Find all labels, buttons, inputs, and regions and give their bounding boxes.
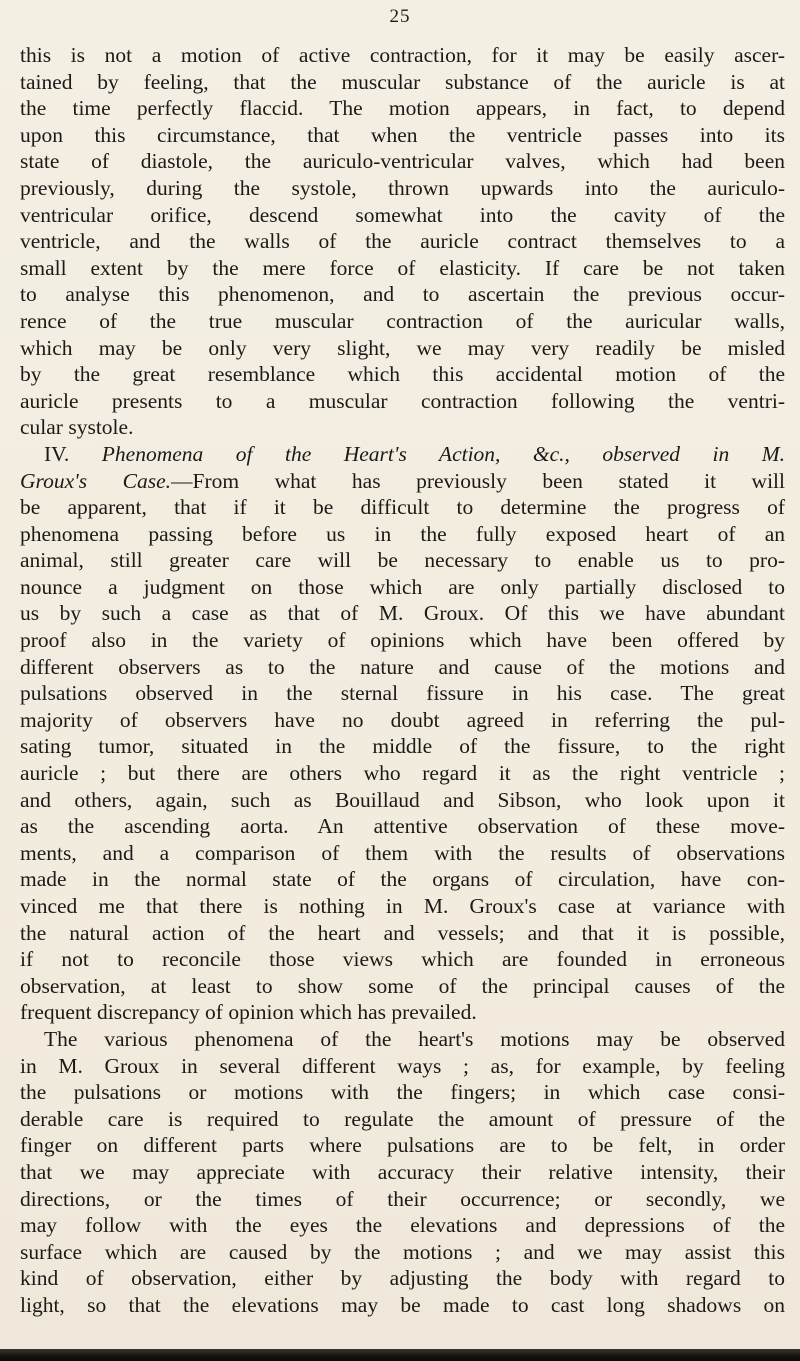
- text-line: directions, or the times of their occurrence; or secondly, we: [20, 1186, 785, 1211]
- text-line: that we may appreciate with accuracy their relative intensity, their: [20, 1159, 785, 1184]
- text-line: pulsations observed in the sternal fissure in his case. The great: [20, 681, 785, 706]
- text-line: in M. Groux in several different ways ; as, for example, by feeling: [20, 1053, 785, 1078]
- text-line: state of diastole, the auriculo-ventricular valves, which had been: [20, 149, 785, 174]
- text-line: upon this circumstance, that when the ventricle passes into its: [20, 122, 785, 147]
- text-line: if not to reconcile those views which are founded in erroneous: [20, 947, 785, 972]
- text-line: ments, and a comparison of them with the results of observations: [20, 840, 785, 865]
- section-heading-line: [20, 441, 785, 468]
- text-line: different observers as to the nature and cause of the motions and: [20, 654, 785, 679]
- section-first-line-rest: —From what has previously been stated it will: [171, 468, 785, 493]
- text-line: ventricular orifice, descend somewhat into the cavity of the: [20, 202, 785, 227]
- text-line: surface which are caused by the motions ; and we may assist this: [20, 1239, 785, 1264]
- text-line: cular systole.: [20, 415, 134, 440]
- text-line: previously, during the systole, thrown upwards into the auriculo-: [20, 175, 785, 200]
- body-text: [20, 42, 785, 1319]
- text-line: tained by feeling, that the muscular substance of the auricle is at: [20, 69, 785, 94]
- text-line: vinced me that there is nothing in M. Groux's case at variance with: [20, 894, 785, 918]
- section-title-part-1: Phenomena of the Heart's Action, &c., observed in M.: [101, 441, 785, 466]
- text-line: us by such a case as that of M. Groux. Of this we have abundant: [20, 601, 785, 626]
- section-iv: [20, 441, 785, 1026]
- text-line: sating tumor, situated in the middle of the fissure, to the right: [20, 734, 785, 759]
- text-line: nounce a judgment on those which are only partially disclosed to: [20, 574, 785, 599]
- text-line: auricle ; but there are others who regard it as the right ventricle ;: [20, 761, 785, 786]
- section-heading-line: [20, 468, 785, 495]
- text-line: rence of the true muscular contraction of the auricular walls,: [20, 308, 785, 333]
- text-line: animal, still greater care will be necessary to enable us to pro-: [20, 548, 785, 573]
- text-line: The various phenomena of the heart's motions may be observed: [44, 1026, 785, 1051]
- text-line: which may be only very slight, we may very readily be misled: [20, 335, 785, 360]
- text-line: and others, again, such as Bouillaud and Sibson, who look upon it: [20, 787, 785, 812]
- text-line: made in the normal state of the organs of circulation, have con-: [20, 867, 785, 892]
- text-line: as the ascending aorta. An attentive observation of these move-: [20, 814, 785, 839]
- text-line: the pulsations or motions with the fingers; in which case consi-: [20, 1080, 785, 1105]
- text-line: to analyse this phenomenon, and to ascertain the previous occur-: [20, 282, 785, 307]
- text-line: the natural action of the heart and vessels; and that it is possible,: [20, 920, 785, 945]
- text-line: observation, at least to show some of the principal causes of the: [20, 973, 785, 998]
- text-line: majority of observers have no doubt agreed in referring the pul-: [20, 707, 785, 732]
- text-line: proof also in the variety of opinions which have been offered by: [20, 628, 785, 653]
- text-line: may follow with the eyes the elevations and depressions of the: [20, 1213, 785, 1238]
- text-line: small extent by the mere force of elasticity. If care be not taken: [20, 255, 785, 280]
- text-line: auricle presents to a muscular contraction following the ventri-: [20, 388, 785, 413]
- paragraph-3: [20, 1026, 785, 1319]
- text-line: by the great resemblance which this accidental motion of the: [20, 362, 785, 387]
- text-line: finger on different parts where pulsations are to be felt, in order: [20, 1133, 785, 1158]
- text-line: frequent discrepancy of opinion which has prevailed.: [20, 1000, 477, 1025]
- text-line: derable care is required to regulate the amount of pressure of the: [20, 1106, 785, 1131]
- text-line: this is not a motion of active contraction, for it may be easily ascer-: [20, 43, 785, 67]
- text-line: be apparent, that if it be difficult to determine the progress of: [20, 495, 785, 520]
- page-number: 25: [389, 6, 411, 27]
- page-edge-shadow: [0, 1349, 800, 1361]
- text-line: light, so that the elevations may be made to cast long shadows on: [20, 1292, 785, 1317]
- section-title-part-2: Groux's Case.: [20, 468, 171, 493]
- text-line: kind of observation, either by adjusting the body with regard to: [20, 1266, 785, 1291]
- text-line: the time perfectly flaccid. The motion appears, in fact, to depend: [20, 96, 785, 121]
- section-numeral: IV.: [44, 441, 70, 466]
- text-line: ventricle, and the walls of the auricle contract themselves to a: [20, 229, 785, 254]
- text-line: phenomena passing before us in the fully exposed heart of an: [20, 521, 785, 546]
- paragraph-1: [20, 42, 785, 441]
